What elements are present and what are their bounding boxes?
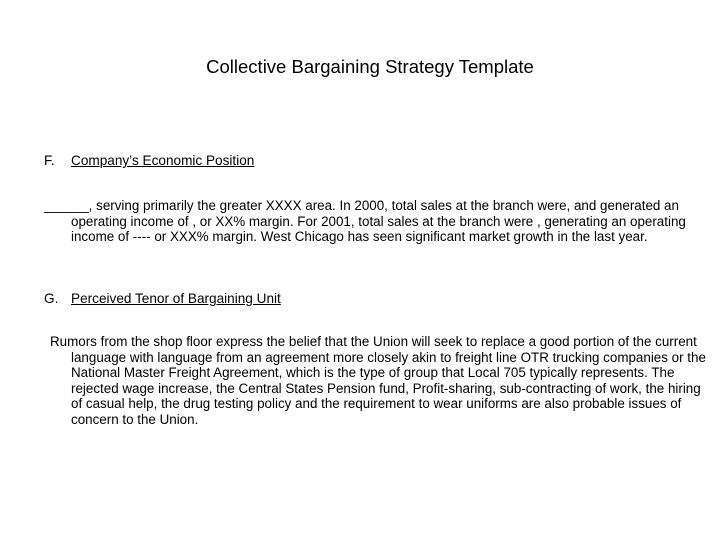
page-title: Collective Bargaining Strategy Template xyxy=(206,56,534,77)
section-marker-g: G. xyxy=(44,291,59,306)
section-heading-f xyxy=(44,152,254,169)
section-title-f: Company’s Economic Position xyxy=(71,153,255,168)
section-heading-g xyxy=(44,290,281,307)
section-body-f: ______, serving primarily the greater XXXX area. In 2000, total sales at the branch were, and generated an operating income of , or XX% margin. For 2001, total sales at the branch were , generating an operating income of ---- or XXX% margin. West Chicago has seen significant market growth in the last year. xyxy=(44,198,686,245)
section-body-g: Rumors from the shop floor express the belief that the Union will seek to replace a good portion of the current language with language from an agreement more closely akin to freight line OTR trucking companies or the National Master Freight Agreement, which is the type of group that Local 705 typically represents. The rejected wage increase, the Central States Pension fund, Profit-sharing, sub-contracting of work, the hiring of casual help, the drug testing policy and the requirement to wear uniforms are also probable issues of concern to the Union. xyxy=(50,334,706,427)
section-title-g: Perceived Tenor of Bargaining Unit xyxy=(71,291,281,306)
section-marker-f: F. xyxy=(44,153,55,168)
